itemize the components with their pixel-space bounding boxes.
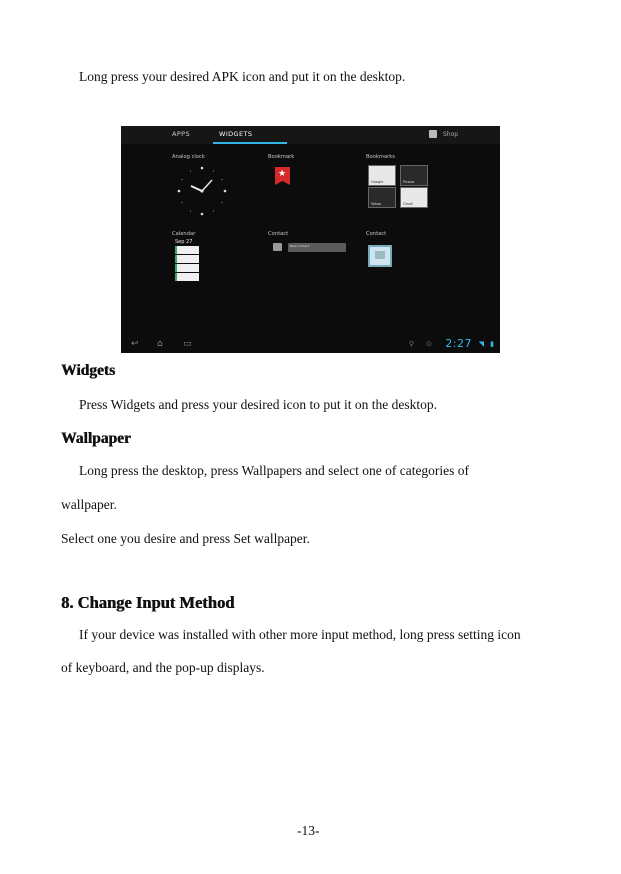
widgets-text: Press Widgets and press your desired icon to put it on the desktop.: [79, 397, 438, 412]
star-icon: ★: [278, 169, 287, 179]
wallpaper-text-1: Long press the desktop, press Wallpapers and select one of categories of: [79, 463, 470, 478]
bookmark-thumbnail[interactable]: Google: [368, 165, 396, 186]
widgets-screenshot: [121, 126, 500, 353]
system-nav-bar: [121, 335, 500, 353]
bookmark-thumbnail[interactable]: Gmail: [400, 187, 428, 208]
heading-change-input-method: 8. Change Input Method: [61, 593, 235, 612]
input-text-2: of keyboard, and the pop-up displays.: [61, 660, 265, 675]
page-number: -13-: [297, 823, 320, 838]
bookmark-thumbnail[interactable]: Picasa: [400, 165, 428, 186]
calendar-widget[interactable]: [175, 240, 199, 280]
shop-link[interactable]: Shop: [443, 131, 459, 138]
widget-label-bookmark: Bookmark: [268, 154, 295, 160]
clock-time: 2:27: [445, 337, 472, 350]
analog-clock-widget[interactable]: [177, 166, 227, 216]
bookmark-thumbnail[interactable]: Yahoo: [368, 187, 396, 208]
contact-widget[interactable]: New Contact: [288, 243, 346, 252]
shop-icon[interactable]: [429, 130, 437, 138]
widget-label-contact: Contact: [268, 231, 289, 237]
tab-apps[interactable]: APPS: [172, 130, 191, 138]
battery-icon: ▮: [490, 340, 494, 348]
heading-wallpaper: Wallpaper: [61, 430, 131, 447]
home-icon[interactable]: ⌂: [157, 339, 163, 349]
notification-icon: ⊙: [426, 340, 432, 348]
tab-indicator: [213, 142, 287, 144]
calendar-event: [175, 273, 199, 281]
calendar-event: [175, 246, 199, 254]
usb-icon: ⚲: [408, 340, 414, 348]
contact-icon[interactable]: [273, 243, 282, 251]
intro-text: Long press your desired APK icon and put it on the desktop.: [79, 69, 406, 84]
calendar-event: [175, 264, 199, 272]
calendar-date: Sep 27: [175, 239, 193, 245]
widget-label-calendar: Calendar: [172, 231, 196, 237]
wifi-icon: ◥: [478, 340, 484, 348]
back-icon[interactable]: ↩: [131, 339, 139, 349]
wallpaper-text-3: Select one you desire and press Set wallpaper.: [61, 531, 310, 546]
widget-label-contact: Contact: [366, 231, 387, 237]
widget-label-analog-clock: Analog clock: [172, 154, 205, 160]
contact-widget-large[interactable]: [368, 245, 392, 267]
calendar-event: [175, 255, 199, 263]
input-text-1: If your device was installed with other more input method, long press setting icon: [79, 627, 521, 642]
recent-apps-icon[interactable]: ▭: [183, 339, 192, 349]
heading-widgets: Widgets: [61, 362, 115, 379]
tab-widgets[interactable]: WIDGETS: [219, 130, 253, 138]
widget-label-bookmarks: Bookmarks: [366, 154, 395, 160]
wallpaper-text-2: wallpaper.: [61, 497, 117, 512]
